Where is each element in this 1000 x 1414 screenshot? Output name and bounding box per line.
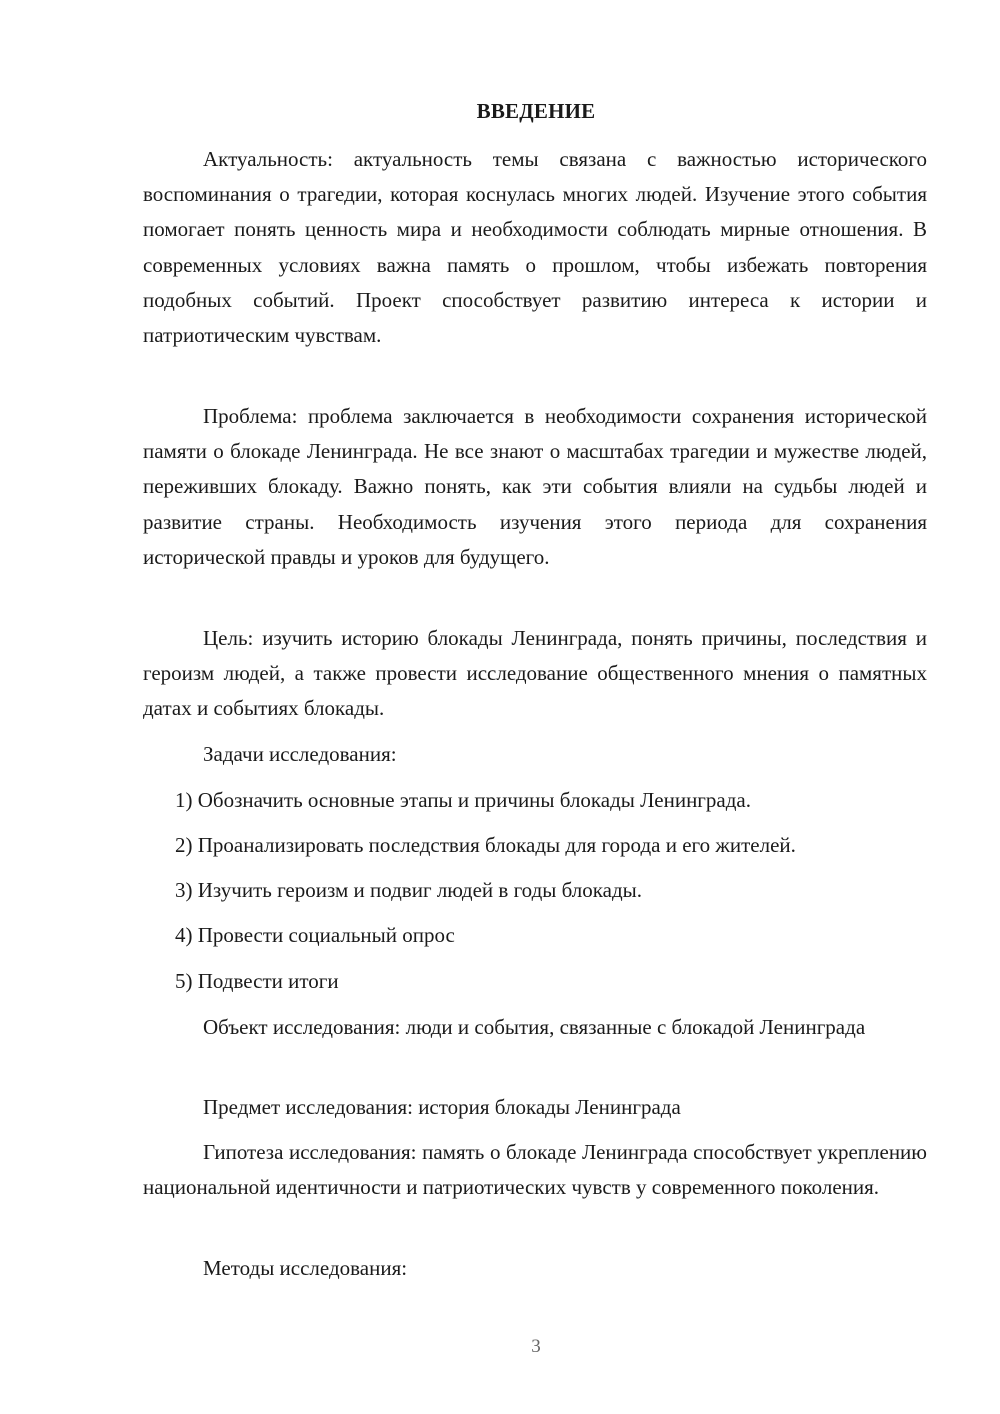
relevance-paragraph: Актуальность: актуальность темы связана с важностью исторического воспоминания о трагедии, которая коснулась многих людей. Изучение этого события помогает понять ценность мира и необходимости соблюдать мирные отношения. В современных условиях важна память о прошлом, чтобы избежать повторения подобных событий. Проект способствует развитию интереса к истории и патриотическим чувствам. <box>143 147 927 348</box>
problem-paragraph: Проблема: проблема заключается в необходимости сохранения исторической памяти о блокаде Ленинграда. Не все знают о масштабах трагедии и мужестве людей, переживших блокаду. Важно понять, как эти события влияли на судьбы людей и развитие страны. Необходимость изучения этого периода для сохранения исторической правды и уроков для будущего. <box>143 404 927 569</box>
task-item: 4) Провести социальный опрос <box>175 923 455 947</box>
goal-paragraph: Цель: изучить историю блокады Ленинграда, понять причины, последствия и героизм людей, а также провести исследование общественного мнения о памятных датах и событиях блокады. <box>143 626 927 721</box>
tasks-heading: Задачи исследования: <box>203 742 397 766</box>
task-item: 2) Проанализировать последствия блокады для города и его жителей. <box>175 833 796 857</box>
object-paragraph: Объект исследования: люди и события, связанные с блокадой Ленинграда <box>203 1015 866 1039</box>
task-item: 1) Обозначить основные этапы и причины блокады Ленинграда. <box>175 788 751 812</box>
subject-paragraph: Предмет исследования: история блокады Ленинграда <box>203 1095 681 1119</box>
task-item: 5) Подвести итоги <box>175 969 339 993</box>
hypothesis-paragraph: Гипотеза исследования: память о блокаде Ленинграда способствует укреплению национальной идентичности и патриотических чувств у современного поколения. <box>143 1140 927 1200</box>
section-title: ВВЕДЕНИЕ <box>476 99 596 123</box>
task-item: 3) Изучить героизм и подвиг людей в годы блокады. <box>175 878 643 902</box>
methods-heading: Методы исследования: <box>203 1256 408 1280</box>
page-number: 3 <box>531 1336 541 1357</box>
